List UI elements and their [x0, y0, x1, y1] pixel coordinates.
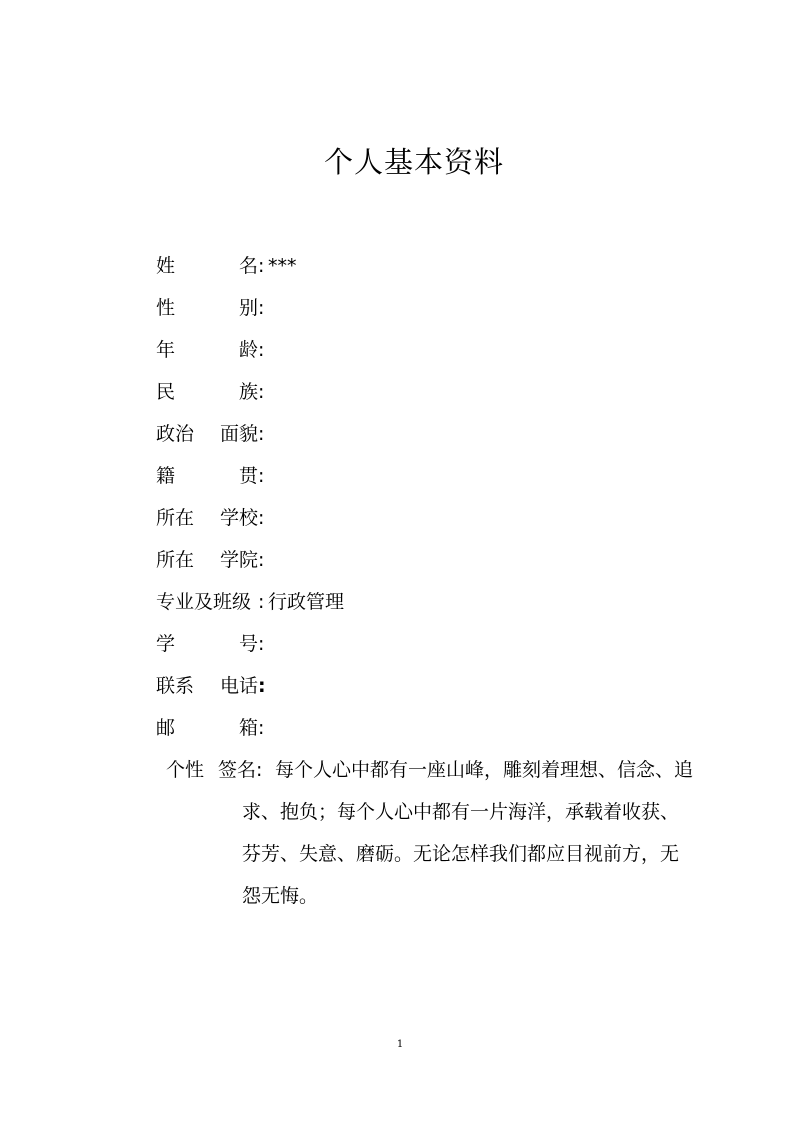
field-label-part-b: 学院	[219, 549, 258, 571]
field-label	[156, 380, 258, 404]
field-label-part-b: 别	[238, 297, 258, 319]
field-label-part-a: 联系	[156, 675, 195, 697]
field-colon: :	[258, 423, 265, 445]
field-label-part-a: 所在	[156, 507, 195, 529]
signature-label-part-a: 个性	[166, 759, 205, 781]
signature-label-part-b: 签名	[218, 759, 257, 781]
field-label-part-b: 贯	[238, 465, 258, 487]
field-label-part-b: 号	[238, 633, 258, 655]
page-number: 1	[396, 1039, 404, 1050]
signature-line-4: 怨无悔。	[242, 885, 319, 907]
field-colon: :	[258, 717, 265, 739]
field-label	[156, 296, 258, 320]
field-label	[156, 716, 258, 740]
field-label	[156, 422, 258, 446]
field-colon: :	[258, 297, 265, 319]
field-label-part-b: 箱	[238, 717, 258, 739]
field-label-part-b: 电话	[219, 675, 258, 697]
field-label-part-a: 年	[156, 339, 176, 361]
field-colon: :	[258, 549, 265, 571]
field-label-part-a: 姓	[156, 255, 176, 277]
field-label	[156, 632, 258, 656]
field-label-part-b: 名	[238, 255, 258, 277]
field-label	[156, 464, 258, 488]
field-label-part-a: 邮	[156, 717, 176, 739]
signature-colon: :	[256, 759, 263, 781]
field-value: 行政管理	[268, 591, 345, 613]
field-label	[156, 674, 258, 698]
signature-line-2: 求、抱负；每个人心中都有一片海洋，承载着收获、	[242, 801, 680, 823]
field-label	[156, 548, 258, 572]
field-label-part-b: 族	[238, 381, 258, 403]
field-label	[156, 254, 258, 278]
field-colon: :	[258, 591, 265, 613]
field-colon: :	[258, 381, 265, 403]
field-colon: :	[258, 339, 265, 361]
field-label-part-b: 学校	[219, 507, 258, 529]
field-label	[156, 338, 258, 362]
field-colon: :	[258, 633, 265, 655]
signature-line-1: 每个人心中都有一座山峰，雕刻着理想、信念、追	[275, 759, 694, 781]
field-label-part-a: 学	[156, 633, 176, 655]
signature-line-3: 芬芳、失意、磨砺。无论怎样我们都应目视前方，无	[242, 843, 680, 865]
field-label-part-a: 民	[156, 381, 176, 403]
field-colon: :	[258, 675, 266, 697]
field-label-part-a: 所在	[156, 549, 195, 571]
field-colon: :	[258, 255, 265, 277]
field-value: ***	[268, 255, 297, 277]
field-label-part-b: 面貌	[219, 423, 258, 445]
field-colon: :	[258, 507, 265, 529]
field-label-part-a: 性	[156, 297, 176, 319]
field-label	[156, 506, 258, 530]
field-colon: :	[258, 465, 265, 487]
field-label: 专业及班级	[156, 591, 252, 613]
field-label-part-a: 籍	[156, 465, 176, 487]
field-label-part-b: 龄	[238, 339, 258, 361]
field-label-part-a: 政治	[156, 423, 195, 445]
page-title: 个人基本资料	[323, 145, 504, 179]
